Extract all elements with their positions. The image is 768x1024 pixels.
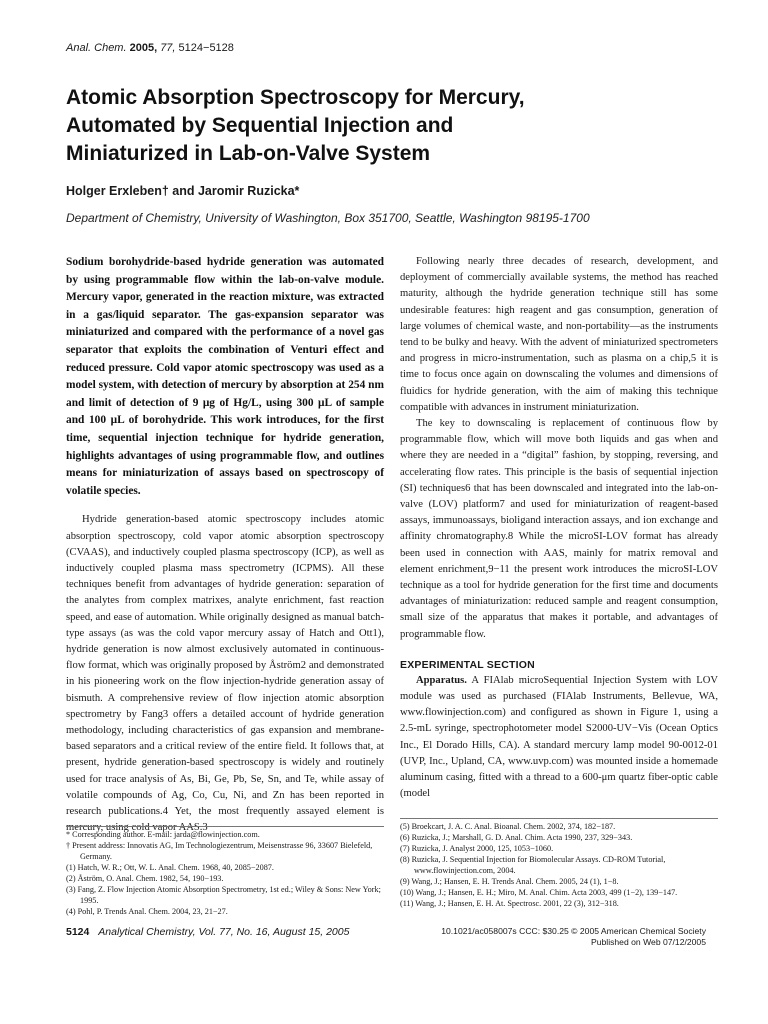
title-line: Automated by Sequential Injection and — [66, 114, 454, 137]
intro-paragraph: Hydride generation-based atomic spectroscopy includes atomic absorption spectroscopy, cold vapor atomic absorption spectroscopy (CVAAS), and inductively coupled plasma spectroscopy (ICP), as well as inductively coupled plasma mass spectrometry (ICPMS). All these techniques benefit from advantages of hydride generation: separation of the analytes from complex matrixes, analyte enrichment, fast reaction speed, and ease of automation. While originally designed as manual batch-type assays (as was the cold vapor mercury assay of Hatch and Ott1), hydride generation is now almost exclusively automated in continuous-flow format, which was originally proposed by Åström2 and demonstrated in his pioneering work on the flow injection-hydride generation assay of bismuth. A comprehensive review of flow injection atomic absorption spectrometry by Fang3 offers a detailed account of hydride generation methodology, including characteristics of gas expansion and membrane-based separators and a critical review of the entire field. It follows that, at present, hydride generation-based spectroscopy is widely and routinely used for trace analysis of As, Bi, Ge, Pb, Se, Sn, and Te, while assay of volatile compounds of Ag, Co, Cu, Ni, and Zn has been reported in research publications.4 Yet, the most frequently assayed element is mercury, using cold vapor AAS.3 — [66, 514, 384, 834]
footnote: (7) Ruzicka, J. Analyst 2000, 125, 1053−1060. — [400, 844, 554, 853]
footnote: (8) Ruzicka, J. Sequential Injection for Biomolecular Assays. CD-ROM Tutorial, www.flowinjection.com, 2004. — [400, 855, 666, 875]
footer-journal-line: Analytical Chemistry, Vol. 77, No. 16, August 15, 2005 — [98, 926, 350, 938]
footnote: (3) Fang, Z. Flow Injection Atomic Absorption Spectrometry, 1st ed.; Wiley & Sons: New York; 1995. — [66, 885, 381, 905]
footnote: * Corresponding author. E-mail: jarda@flowinjection.com. — [66, 830, 260, 839]
left-column — [66, 254, 384, 836]
published-line: Published on Web 07/12/2005 — [591, 937, 706, 947]
page-number: 5124 — [66, 926, 90, 938]
page-footer-right — [441, 926, 706, 948]
footnote: (2) Åström, O. Anal. Chem. 1982, 54, 190−193. — [66, 874, 224, 883]
apparatus-label: Apparatus. — [416, 674, 467, 686]
article-title — [66, 84, 706, 168]
footnote: (4) Pohl, P. Trends Anal. Chem. 2004, 23, 21−27. — [66, 907, 228, 916]
authors: Holger Erxleben† and Jaromir Ruzicka* — [66, 184, 300, 198]
footnote: (6) Ruzicka, J.; Marshall, G. D. Anal. Chim. Acta 1990, 237, 329−343. — [400, 833, 633, 842]
title-line: Atomic Absorption Spectroscopy for Mercury, — [66, 86, 525, 109]
doi-line: 10.1021/ac058007s CCC: $30.25 © 2005 American Chemical Society — [441, 926, 706, 936]
footnote: (11) Wang, J.; Hansen, E. H. At. Spectrosc. 2001, 22 (3), 312−318. — [400, 899, 619, 908]
footnote: † Present address: Innovatis AG, Im Technologiezentrum, Meisenstrasse 96, 33607 Bielefeld, Germany. — [66, 841, 373, 861]
journal-name: Anal. Chem. — [66, 42, 127, 54]
body-paragraph: The key to downscaling is replacement of continuous flow by programmable flow, which will move both liquids and gas when and where they are needed in a “digital” fashion, by stopping, reversing, and accelerating flow rates. This principle is the basis of sequential injection (SI) techniques6 that has been downscaled and integrated into the lab-on-valve (LOV) platform7 and used for miniaturization of reagent-based assays, immunoassays, bioligand interaction assays, and ion exchange and affinity chromatography.8 While the microSI-LOV format has already been used in connection with AAS, mainly for matrix removal and element enrichment,9−11 the present work introduces the microSI-LOV technique as a tool for hydride generation for the first time and documents advantages of miniaturization: reduced sample and reagent consumption, small size of the apparatus that makes it portable, and advantages of programmable flow. — [400, 418, 718, 640]
apparatus-text: A FIAlab microSequential Injection System with LOV module was used as purchased (FIAlab Instruments, Bellevue, WA, www.flowinjection.com) and configured as shown in Figure 1, using a 2.5-mL syringe, spectrophotometer model S2000-UV−Vis (Ocean Optics Inc., El Dorado Hills, CA). A standard mercury lamp model 90-0012-01 (UVP, Inc., Upland, CA, www.uvp.com) was mounted inside a homemade aluminum casing, fitted with a thread to a 600-μm quartz fiber-optic cable (model — [400, 674, 718, 800]
title-line: Miniaturized in Lab-on-Valve System — [66, 142, 431, 165]
footnote: (1) Hatch, W. R.; Ott, W. L. Anal. Chem. 1968, 40, 2085−2087. — [66, 863, 274, 872]
journal-pages: 5124−5128 — [178, 42, 234, 54]
footnotes-left — [66, 826, 384, 917]
footnote: (9) Wang, J.; Hansen, E. H. Trends Anal. Chem. 2005, 24 (1), 1−8. — [400, 877, 619, 886]
section-heading: EXPERIMENTAL SECTION — [400, 658, 535, 671]
journal-volume: 77, — [160, 42, 176, 54]
body-paragraph: Following nearly three decades of research, development, and deployment of commercially available systems, the method has reached maturity, although the hydride generation technique still has some undesirable features: high reagent and gas consumption, generation of large volumes of chemical waste, and non-portability—as the instruments tend to be bulky and heavy. With the advent of miniaturized spectrometers and progress in micro-instrumentation, such as plasma on a chip,5 it is time to focus once again on downscaling the volumes and dimensions of fluidics for hydride generation, with the aim of making this technique compatible with advances in instrument miniaturization. — [400, 256, 718, 413]
journal-citation — [66, 42, 234, 54]
journal-year: 2005, — [129, 42, 158, 54]
footnotes-right — [400, 818, 718, 909]
abstract: Sodium borohydride-based hydride generation was automated by using programmable flow within the lab-on-valve module. Mercury vapor, generated in the reaction mixture, was extracted in a gas/liquid separator. The gas-expansion separator was miniaturized and compared with the performance of a novel gas separator that exploits the combination of Venturi effect and reduced pressure. Cold vapor atomic spectroscopy was used as a model system, with detection of mercury by absorption at 254 nm and limit of detection of 9 μg of Hg/L, using 300 μL of sample and 100 μL of borohydride. This work introduces, for the first time, sequential injection technique for hydride generation, highlights advantages of using programmable flow, and outlines means for miniaturization of assays based on spectroscopy of volatile species. — [66, 256, 384, 497]
page-footer-left — [66, 926, 349, 938]
footnote: (10) Wang, J.; Hansen, E. H.; Miro, M. Anal. Chim. Acta 2003, 499 (1−2), 139−147. — [400, 888, 678, 897]
right-column — [400, 254, 718, 803]
affiliation: Department of Chemistry, University of Washington, Box 351700, Seattle, Washington 98195-1700 — [66, 211, 590, 225]
footnote: (5) Broekcart, J. A. C. Anal. Bioanal. Chem. 2002, 374, 182−187. — [400, 822, 616, 831]
apparatus-paragraph — [400, 673, 718, 803]
